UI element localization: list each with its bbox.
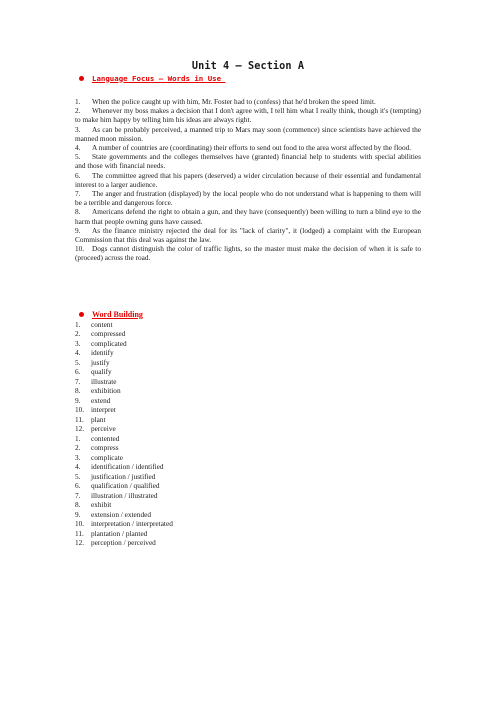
- list-number: 11.: [75, 414, 84, 424]
- list-number: 2.: [75, 329, 81, 339]
- list-number: 8.: [75, 386, 81, 396]
- sentence-number: 10.: [75, 244, 85, 254]
- list-word: perceive: [91, 423, 116, 433]
- sentence-number: 7.: [75, 189, 81, 199]
- list-word: illustration / illustrated: [91, 490, 158, 500]
- list-word: justification / justified: [91, 471, 156, 481]
- list-number: 1.: [75, 320, 81, 329]
- sentence-item: [75, 97, 421, 106]
- list-item: [75, 339, 127, 348]
- list-number: 3.: [75, 338, 81, 348]
- language-focus-heading-row: [79, 73, 226, 83]
- list-item: [75, 348, 127, 357]
- sentence-text: The committee agreed that his papers (deserved) a wider circulation because of their essential and fundamental interest to a larger audience.: [75, 170, 421, 189]
- list-number: 11.: [75, 528, 84, 538]
- list-number: 7.: [75, 490, 81, 500]
- words-in-use-sentences: [75, 97, 421, 263]
- list-word: complicate: [91, 452, 124, 462]
- list-word: compressed: [91, 329, 126, 339]
- list-item: [75, 443, 173, 452]
- sentence-text: Whenever my boss makes a decision that I don't agree with, I tell him what I really think, though it's (tempting) to make him happy by telling him his ideas are always right.: [75, 106, 421, 125]
- list-word: exhibition: [91, 386, 121, 396]
- list-item: [75, 453, 173, 462]
- list-item: [75, 510, 173, 519]
- word-building-heading-row: [79, 309, 143, 319]
- sentence-number: 3.: [75, 124, 81, 134]
- list-item: [75, 434, 173, 443]
- word-building-heading: Word Building: [92, 309, 143, 319]
- list-word: identify: [91, 348, 114, 358]
- list-word: plant: [91, 414, 106, 424]
- list-number: 5.: [75, 471, 81, 481]
- sentence-item: [75, 106, 421, 124]
- page-title: Unit 4 – Section A: [191, 61, 305, 72]
- sentence-number: 1.: [75, 97, 81, 106]
- list-item: [75, 500, 173, 509]
- list-number: 7.: [75, 376, 81, 386]
- language-focus-heading: Language Focus – Words in Use: [92, 73, 226, 83]
- list-number: 9.: [75, 395, 81, 405]
- list-number: 2.: [75, 443, 81, 453]
- sentence-item: [75, 207, 421, 225]
- list-word: content: [91, 320, 113, 329]
- list-item: [75, 481, 173, 490]
- sentence-text: As the finance ministry rejected the deal for its "lack of clarity", it (lodged) a complaint with the European Commission that this deal was against the law.: [75, 225, 421, 245]
- list-word: interpret: [91, 405, 116, 415]
- sentence-number: 4.: [75, 143, 81, 153]
- sentence-number: 6.: [75, 170, 81, 180]
- list-word: plantation / planted: [91, 528, 148, 538]
- list-item: [75, 462, 173, 471]
- list-number: 1.: [75, 434, 81, 443]
- list-word: extend: [91, 395, 111, 405]
- sentence-item: [75, 152, 421, 170]
- list-item: [75, 424, 127, 433]
- sentence-item: [75, 189, 421, 207]
- sentence-number: 8.: [75, 207, 81, 217]
- list-number: 8.: [75, 500, 81, 510]
- list-item: [75, 320, 127, 329]
- list-word: qualification / qualified: [91, 481, 160, 491]
- sentence-item: [75, 226, 421, 244]
- list-item: [75, 396, 127, 405]
- sentence-item: [75, 171, 421, 189]
- list-item: [75, 538, 173, 547]
- bullet-icon: [79, 312, 84, 317]
- word-building-list-b: [75, 434, 173, 547]
- list-number: 6.: [75, 481, 81, 491]
- list-word: compress: [91, 443, 119, 453]
- word-building-list-a: [75, 320, 127, 433]
- sentence-item: [75, 244, 421, 262]
- list-word: qualify: [91, 367, 112, 377]
- sentence-text: Dogs cannot distinguish the color of traffic lights, so the master must make the decision of when it is safe to (proceed) across the road.: [75, 244, 421, 263]
- sentence-text: The anger and frustration (displayed) by the local people who do not understand what is happening to them will be a terrible and dangerous force.: [75, 189, 421, 208]
- list-item: [75, 405, 127, 414]
- list-number: 12.: [75, 537, 85, 547]
- list-item: [75, 519, 173, 528]
- list-word: extension / extended: [91, 509, 151, 519]
- list-word: illustrate: [91, 376, 117, 386]
- list-word: interpretation / interpretated: [91, 519, 173, 529]
- sentence-text: As can be probably perceived, a manned trip to Mars may soon (commence) since scientists have achieved the manned moon mission.: [75, 124, 421, 143]
- list-number: 4.: [75, 462, 81, 472]
- sentence-item: [75, 125, 421, 143]
- list-item: [75, 472, 173, 481]
- list-word: contented: [91, 434, 120, 443]
- sentence-number: 5.: [75, 152, 81, 162]
- list-number: 3.: [75, 452, 81, 462]
- sentence-number: 2.: [75, 106, 81, 116]
- list-item: [75, 367, 127, 376]
- list-item: [75, 491, 173, 500]
- list-word: perception / perceived: [91, 537, 156, 547]
- list-word: complicated: [91, 338, 127, 348]
- list-number: 6.: [75, 367, 81, 377]
- bullet-icon: [79, 76, 84, 81]
- list-item: [75, 386, 127, 395]
- list-item: [75, 329, 127, 338]
- sentence-text: State governments and the colleges themselves have (granted) financial help to students with special abilities and those with financial needs.: [75, 152, 421, 171]
- list-word: identification / identified: [91, 462, 164, 472]
- sentence-number: 9.: [75, 225, 81, 235]
- list-item: [75, 415, 127, 424]
- sentence-text: A number of countries are (coordinating) their efforts to send out food to the area worst affected by the flood.: [92, 143, 412, 153]
- list-number: 10.: [75, 405, 85, 415]
- list-item: [75, 529, 173, 538]
- sentence-text: Americans defend the right to obtain a gun, and they have (consequently) been willing to turn a blind eye to the harm that people owning guns have caused.: [75, 207, 421, 226]
- list-number: 5.: [75, 357, 81, 367]
- list-number: 9.: [75, 509, 81, 519]
- sentence-item: [75, 143, 421, 152]
- list-number: 12.: [75, 423, 85, 433]
- list-number: 10.: [75, 519, 85, 529]
- list-word: justify: [91, 357, 110, 367]
- list-item: [75, 358, 127, 367]
- list-word: exhibit: [91, 500, 112, 510]
- sentence-text: When the police caught up with him, Mr. Foster had to (confess) that he'd broken the speed limit.: [92, 97, 376, 106]
- list-item: [75, 377, 127, 386]
- list-number: 4.: [75, 348, 81, 358]
